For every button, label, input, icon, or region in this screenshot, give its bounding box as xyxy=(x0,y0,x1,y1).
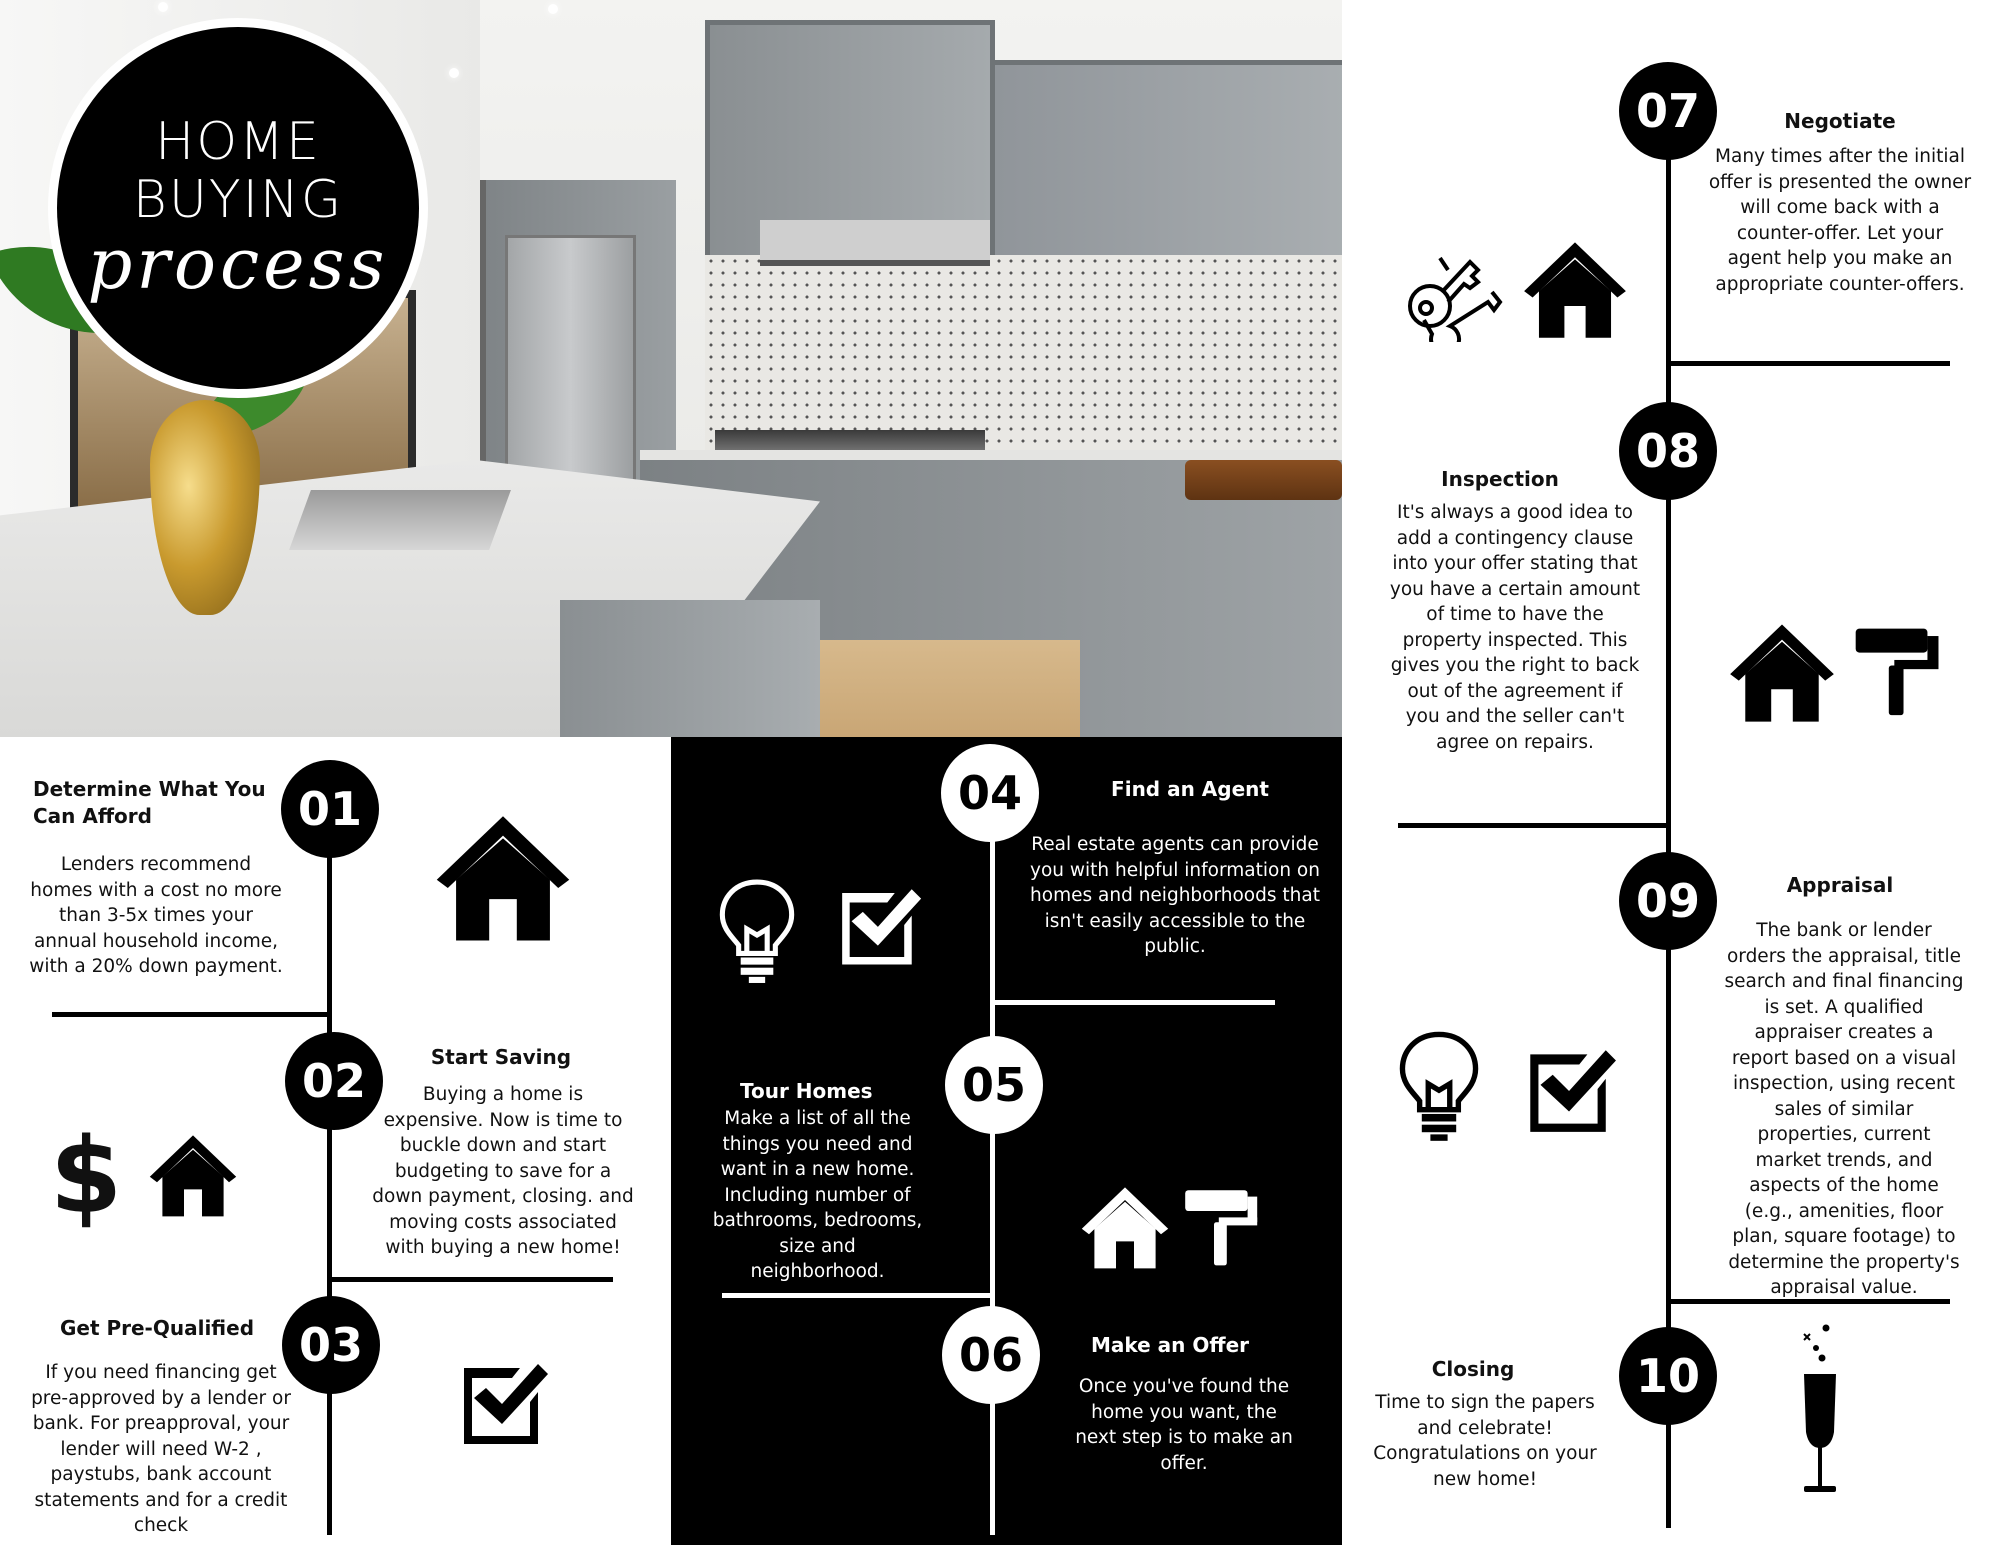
title-line-buying: BUYING xyxy=(132,170,344,230)
step-body-08: It's always a good idea to add a contingency clause into your offer stating that you have a certain amount of time to have the property inspected. This gives you the right to back out of the agreement if you and the seller can't agree on repairs. xyxy=(1389,502,1641,753)
title-badge xyxy=(48,18,428,398)
step-body-09: The bank or lender orders the appraisal, title search and final financing is set. A qualified appraiser creates a report based on a visual inspection, using recent sales of similar properties, current market trends, and aspects of the home (e.g., amenities, floor plan, square footage) to determine the property's appraisal value. xyxy=(1724,920,1964,1298)
paint-roller-icon xyxy=(1852,618,1944,724)
step-body-05: Make a list of all the things you need and want in a new home. Including number of bathrooms, bedrooms, size and neighborhood. xyxy=(712,1108,923,1282)
checkbox-icon xyxy=(448,1352,552,1452)
paint-roller-icon xyxy=(1182,1182,1262,1272)
step-body-10: Time to sign the papers and celebrate! Congratulations on your new home! xyxy=(1373,1392,1597,1490)
step-title-09: Appraisal xyxy=(1786,873,1894,897)
step-title-07: Negotiate xyxy=(1784,109,1896,133)
step-title-05: Tour Homes xyxy=(740,1079,873,1103)
timeline-left xyxy=(327,800,332,1535)
checkbox-icon xyxy=(1514,1038,1620,1140)
step-number-05: 05 xyxy=(945,1036,1043,1134)
house-icon xyxy=(146,1130,240,1220)
step-body-06: Once you've found the home you want, the next step is to make an offer. xyxy=(1075,1376,1293,1474)
divider xyxy=(722,1293,994,1298)
step-body-04: Real estate agents can provide you with helpful information on homes and neighborhoods that isn't easily accessible to the public. xyxy=(1030,834,1320,957)
step-number-04: 04 xyxy=(941,744,1039,842)
step-body-02: Buying a home is expensive. Now is time to buckle down and start budgeting to save for a down payment, closing. and moving costs associated with buying a new home! xyxy=(372,1084,634,1258)
step-number-07: 07 xyxy=(1619,62,1717,160)
step-body-01: Lenders recommend homes with a cost no more than 3-5x times your annual household income, with a 20% down payment. xyxy=(29,854,283,977)
title-line-home: HOME xyxy=(155,112,321,172)
step-title-08: Inspection xyxy=(1441,467,1559,491)
title-script-process: process xyxy=(87,223,389,305)
checkbox-icon xyxy=(828,878,924,972)
step-number-03: 03 xyxy=(282,1296,380,1394)
house-icon xyxy=(1726,618,1838,726)
divider xyxy=(995,1000,1275,1005)
step-body-07: Many times after the initial offer is presented the owner will come back with a counter-offer. Let your agent help you make an appropriate counter-offers. xyxy=(1708,146,1972,295)
step-number-06: 06 xyxy=(942,1306,1040,1404)
step-number-10: 10 xyxy=(1619,1327,1717,1425)
divider xyxy=(330,1277,613,1282)
step-title-03: Get Pre-Qualified xyxy=(59,1316,255,1340)
lightbulb-icon xyxy=(716,878,798,984)
house-icon xyxy=(430,808,576,946)
step-title-01: Determine What You Can Afford xyxy=(33,777,266,828)
house-icon xyxy=(1520,236,1630,342)
timeline-right xyxy=(1666,100,1671,1528)
step-title-06: Make an Offer xyxy=(1090,1333,1250,1357)
divider xyxy=(1668,361,1950,366)
keys-icon xyxy=(1404,236,1508,342)
step-number-08: 08 xyxy=(1619,402,1717,500)
house-icon xyxy=(1078,1182,1172,1272)
step-number-01: 01 xyxy=(281,760,379,858)
divider xyxy=(1398,823,1670,828)
step-number-09: 09 xyxy=(1619,852,1717,950)
step-title-02: Start Saving xyxy=(430,1045,572,1069)
lightbulb-icon xyxy=(1396,1026,1482,1146)
divider xyxy=(52,1012,330,1017)
step-title-04: Find an Agent xyxy=(1111,777,1269,801)
timeline-middle xyxy=(990,790,995,1535)
champagne-glass-icon xyxy=(1796,1322,1844,1498)
step-number-02: 02 xyxy=(285,1032,383,1130)
step-body-03: If you need financing get pre-approved by a lender or bank. For preapproval, your lender will need W-2 , paystubs, bank account statements and for a credit check xyxy=(31,1362,291,1536)
step-title-10: Closing xyxy=(1431,1357,1515,1381)
dollar-icon: $ xyxy=(49,1115,123,1237)
